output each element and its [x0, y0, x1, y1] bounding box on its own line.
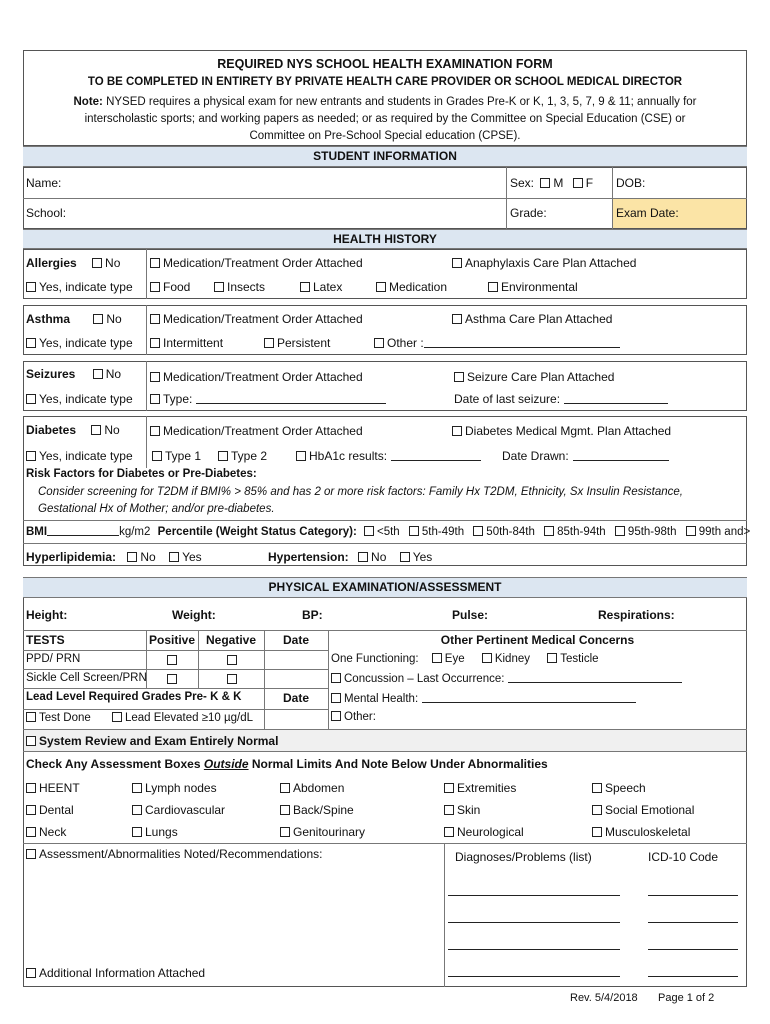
- asthma-med-label: Medication/Treatment Order Attached: [163, 312, 363, 326]
- asthma-yes: [26, 336, 133, 350]
- genito-label: Genitourinary: [293, 825, 366, 839]
- environmental-label: Environmental: [501, 280, 578, 294]
- diabetes-plan-label: Diabetes Medical Mgmt. Plan Attached: [465, 424, 672, 438]
- note-line-3: Committee on Pre-School Special education (CPSE).: [249, 130, 521, 142]
- note-label: Note:: [73, 96, 103, 108]
- seizure-type-label: Type:: [163, 392, 193, 406]
- negative-header: Negative: [205, 633, 257, 647]
- pct-99-checkbox[interactable]: [686, 526, 696, 536]
- social-checkbox[interactable]: [592, 805, 602, 815]
- asthma-plan: [452, 312, 612, 326]
- heent-checkbox[interactable]: [26, 783, 36, 793]
- sys-skin: [444, 803, 480, 817]
- dob-label[interactable]: DOB:: [616, 176, 646, 190]
- kidney-checkbox[interactable]: [482, 653, 492, 663]
- latex-label: Latex: [313, 280, 343, 294]
- hypertension-yes-checkbox[interactable]: [400, 552, 410, 562]
- eye-label: Eye: [444, 653, 465, 665]
- check-outside: Outside: [203, 757, 249, 771]
- pct-50-84-checkbox[interactable]: [473, 526, 483, 536]
- cardio-checkbox[interactable]: [132, 805, 142, 815]
- hyperlipidemia-label: Hyperlipidemia:: [26, 550, 117, 564]
- diabetes-plan: [452, 424, 671, 438]
- hyperlipidemia-row: [26, 550, 202, 564]
- pct-85-94-checkbox[interactable]: [544, 526, 554, 536]
- hypertension-label: Hypertension:: [268, 550, 349, 564]
- diabetes-label: Diabetes: [26, 423, 77, 437]
- allergies-yes-checkbox[interactable]: [26, 282, 36, 292]
- sys-social: [592, 803, 694, 817]
- asthma-med-checkbox[interactable]: [150, 314, 160, 324]
- type1-label: Type 1: [165, 449, 202, 463]
- check-post: Normal Limits And Note Below Under Abnormalities: [248, 757, 548, 771]
- allergy-type-food: [150, 280, 190, 294]
- ppd-positive-checkbox[interactable]: [167, 655, 177, 665]
- exam-heading: PHYSICAL EXAMINATION/ASSESSMENT: [23, 577, 747, 598]
- musculo-label: Musculoskeletal: [605, 825, 691, 839]
- pulse-label[interactable]: Pulse:: [452, 608, 489, 622]
- musculo-checkbox[interactable]: [592, 827, 602, 837]
- hyperlipidemia-yes-label: Yes: [182, 550, 202, 564]
- seizures-label: Seizures: [26, 367, 76, 381]
- diabetes-no-checkbox[interactable]: [91, 425, 101, 435]
- asthma-intermittent: [150, 336, 223, 350]
- insects-label: Insects: [227, 280, 266, 294]
- pct-lt5-checkbox[interactable]: [364, 526, 374, 536]
- diabetes-med-label: Medication/Treatment Order Attached: [163, 424, 363, 438]
- sys-heent: [26, 781, 80, 795]
- asthma-other-checkbox[interactable]: [374, 338, 384, 348]
- seizure-type-line[interactable]: [196, 393, 386, 404]
- lymph-checkbox[interactable]: [132, 783, 142, 793]
- allergies-no-checkbox[interactable]: [92, 258, 102, 268]
- diagnosis-line-3[interactable]: [448, 949, 620, 950]
- hba1c-line[interactable]: [391, 450, 481, 461]
- back-checkbox[interactable]: [280, 805, 290, 815]
- system-review-label: System Review and Exam Entirely Normal: [39, 734, 279, 748]
- lead-date-header: Date: [282, 691, 309, 705]
- anaphylaxis-plan-label: Anaphylaxis Care Plan Attached: [465, 256, 637, 270]
- allergies-med-order: [150, 256, 363, 270]
- additional-info-row: [26, 966, 205, 980]
- sys-neck: [26, 825, 66, 839]
- concussion-line[interactable]: [508, 672, 682, 683]
- icd-header: ICD-10 Code: [648, 850, 719, 864]
- sickle-positive-checkbox[interactable]: [167, 674, 177, 684]
- sys-cardio: [132, 803, 225, 817]
- neck-label: Neck: [39, 825, 67, 839]
- lymph-label: Lymph nodes: [145, 781, 217, 795]
- asthma-other-label: Other :: [387, 336, 424, 350]
- form-title: REQUIRED NYS SCHOOL HEALTH EXAMINATION FORM: [217, 57, 553, 71]
- exam-date-label: Exam Date:: [616, 206, 679, 220]
- asthma-plan-label: Asthma Care Plan Attached: [465, 312, 613, 326]
- pct-95-98-checkbox[interactable]: [615, 526, 625, 536]
- abdomen-checkbox[interactable]: [280, 783, 290, 793]
- sys-back: [280, 803, 354, 817]
- allergy-type-insects: [214, 280, 265, 294]
- icd-line-1[interactable]: [648, 895, 738, 896]
- hypertension-no-checkbox[interactable]: [358, 552, 368, 562]
- tests-header: TESTS: [26, 633, 65, 647]
- test-done-label: Test Done: [39, 712, 91, 724]
- positive-header: Positive: [148, 633, 196, 647]
- allergies-plan: [452, 256, 636, 270]
- allergies-yes: [26, 280, 133, 294]
- system-review-row: [26, 734, 278, 748]
- lead-elevated-checkbox[interactable]: [112, 712, 122, 722]
- page-number: Page 1 of 2: [658, 992, 715, 1004]
- other-checkbox[interactable]: [331, 711, 341, 721]
- health-history-heading: HEALTH HISTORY: [23, 229, 747, 249]
- grade-label[interactable]: Grade:: [510, 206, 547, 220]
- sex-m-checkbox[interactable]: [540, 178, 550, 188]
- note-text-1: NYSED requires a physical exam for new entrants and students in Grades Pre-K or K, 1, 3, 5, 7, 9 & 11; annually for: [106, 96, 697, 108]
- asthma-plan-checkbox[interactable]: [452, 314, 462, 324]
- diabetes-med-order: [150, 424, 363, 438]
- allergies-row: [26, 256, 120, 270]
- asthma-no-checkbox[interactable]: [93, 314, 103, 324]
- diabetes-med-checkbox[interactable]: [150, 426, 160, 436]
- bmi-label: BMI: [26, 526, 48, 538]
- sex-m-label: M: [553, 176, 564, 190]
- eye-checkbox[interactable]: [432, 653, 442, 663]
- hypertension-row: [268, 550, 432, 564]
- pct-85-94-label: 85th-94th: [557, 526, 606, 538]
- sys-dental: [26, 803, 74, 817]
- diabetes-no-label: No: [104, 423, 120, 437]
- medication-label: Medication: [389, 280, 448, 294]
- hyperlipidemia-yes-checkbox[interactable]: [169, 552, 179, 562]
- seizures-no-checkbox[interactable]: [93, 369, 103, 379]
- diagnosis-line-4[interactable]: [448, 976, 620, 977]
- asthma-other-line[interactable]: [424, 337, 620, 348]
- seizures-row: [26, 367, 121, 381]
- dental-label: Dental: [39, 803, 74, 817]
- persistent-label: Persistent: [277, 336, 331, 350]
- seizures-med-label: Medication/Treatment Order Attached: [163, 370, 363, 384]
- neuro-checkbox[interactable]: [444, 827, 454, 837]
- concussion-row: [331, 672, 682, 685]
- asthma-yes-label: Yes, indicate type: [39, 336, 133, 350]
- dental-checkbox[interactable]: [26, 805, 36, 815]
- other-label: Other:: [344, 711, 376, 723]
- testicle-label: Testicle: [560, 653, 599, 665]
- ppd-label: PPD/ PRN: [26, 653, 81, 665]
- diabetes-yes-label: Yes, indicate type: [39, 449, 133, 463]
- insects-checkbox[interactable]: [214, 282, 224, 292]
- persistent-checkbox[interactable]: [264, 338, 274, 348]
- bmi-unit: kg/m2: [119, 526, 151, 538]
- ppd-date-cell[interactable]: [266, 652, 326, 668]
- environmental-checkbox[interactable]: [488, 282, 498, 292]
- percentile-label: Percentile (Weight Status Category):: [157, 526, 357, 538]
- risk-factors-line2: Gestational Hx of Mother; and/or pre-diabetes.: [38, 503, 275, 515]
- seizures-yes-checkbox[interactable]: [26, 394, 36, 404]
- abnormalities-checkbox[interactable]: [26, 849, 36, 859]
- asthma-med-order: [150, 312, 363, 326]
- sickle-negative-checkbox[interactable]: [227, 674, 237, 684]
- date-drawn-line[interactable]: [573, 450, 669, 461]
- pct-5-49-checkbox[interactable]: [409, 526, 419, 536]
- sys-speech: [592, 781, 646, 795]
- allergies-no-label: No: [105, 256, 121, 270]
- lead-level-label: Lead Level Required Grades Pre- K & K: [26, 691, 242, 703]
- extremities-label: Extremities: [457, 781, 517, 795]
- sickle-label: Sickle Cell Screen/PRN: [26, 672, 147, 684]
- diabetes-yes-checkbox[interactable]: [26, 451, 36, 461]
- diabetes-type1: [152, 449, 201, 463]
- weight-label[interactable]: Weight:: [172, 608, 216, 622]
- sys-neuro: [444, 825, 524, 839]
- respirations-label[interactable]: Respirations:: [598, 608, 675, 622]
- sickle-date-cell[interactable]: [266, 671, 326, 687]
- allergy-type-medication: [376, 280, 447, 294]
- medication-checkbox[interactable]: [376, 282, 386, 292]
- other-concerns-header: Other Pertinent Medical Concerns: [440, 633, 635, 647]
- social-label: Social Emotional: [605, 803, 695, 817]
- neuro-label: Neurological: [457, 825, 524, 839]
- additional-info-label: Additional Information Attached: [39, 966, 206, 980]
- mental-health-label: Mental Health:: [344, 693, 419, 705]
- sex-f-checkbox[interactable]: [573, 178, 583, 188]
- skin-label: Skin: [457, 803, 481, 817]
- intermittent-checkbox[interactable]: [150, 338, 160, 348]
- risk-factors-title: Risk Factors for Diabetes or Pre-Diabetes:: [26, 468, 257, 480]
- sex-label: Sex:: [510, 176, 535, 190]
- diabetes-row: [26, 423, 120, 437]
- check-assessment-instruction: [26, 757, 548, 771]
- hypertension-no-label: No: [371, 550, 387, 564]
- pct-5-49-label: 5th-49th: [421, 526, 465, 538]
- diagnosis-line-1[interactable]: [448, 895, 620, 896]
- bmi-line[interactable]: [47, 525, 119, 536]
- extremities-checkbox[interactable]: [444, 783, 454, 793]
- seizure-type-checkbox[interactable]: [150, 394, 160, 404]
- asthma-persistent: [264, 336, 330, 350]
- food-checkbox[interactable]: [150, 282, 160, 292]
- diabetes-yes: [26, 449, 133, 463]
- risk-factors-line1: Consider screening for T2DM if BMI% > 85% and has 2 or more risk factors: Family Hx T2DM, Ethnicity, Sx Insulin Resistance,: [38, 486, 683, 498]
- test-done-checkbox[interactable]: [26, 712, 36, 722]
- one-functioning-label: One Functioning:: [331, 653, 419, 665]
- seizure-plan-label: Seizure Care Plan Attached: [467, 370, 615, 384]
- lungs-label: Lungs: [145, 825, 178, 839]
- intermittent-label: Intermittent: [163, 336, 224, 350]
- mental-health-line[interactable]: [422, 692, 636, 703]
- lungs-checkbox[interactable]: [132, 827, 142, 837]
- back-label: Back/Spine: [293, 803, 354, 817]
- abnormalities-textarea[interactable]: [26, 864, 440, 960]
- name-label[interactable]: Name:: [26, 176, 62, 190]
- allergy-type-environmental: [488, 280, 578, 294]
- asthma-row: [26, 312, 122, 326]
- icd-line-3[interactable]: [648, 949, 738, 950]
- abnormalities-row: [26, 847, 322, 861]
- asthma-no-label: No: [106, 312, 122, 326]
- seizures-plan: [454, 370, 614, 384]
- pct-99-label: 99th and>: [698, 526, 751, 538]
- pct-lt5-label: <5th: [376, 526, 400, 538]
- allergies-med-checkbox[interactable]: [150, 258, 160, 268]
- bmi-row: [26, 525, 750, 538]
- student-info-heading: STUDENT INFORMATION: [23, 146, 747, 167]
- check-pre: Check Any Assessment Boxes: [26, 757, 204, 771]
- last-seizure-line[interactable]: [564, 393, 668, 404]
- form-subtitle: TO BE COMPLETED IN ENTIRETY BY PRIVATE HEALTH CARE PROVIDER OR SCHOOL MEDICAL DIRECTOR: [87, 76, 683, 88]
- speech-label: Speech: [605, 781, 646, 795]
- sex-field: [510, 176, 593, 190]
- type1-checkbox[interactable]: [152, 451, 162, 461]
- pct-95-98-label: 95th-98th: [627, 526, 677, 538]
- cardio-label: Cardiovascular: [145, 803, 226, 817]
- diagnoses-header: Diagnoses/Problems (list): [455, 850, 592, 864]
- pct-50-84-label: 50th-84th: [486, 526, 535, 538]
- test-done: [26, 712, 91, 724]
- sys-musculo: [592, 825, 690, 839]
- testicle-checkbox[interactable]: [547, 653, 557, 663]
- note-line-1: [23, 96, 747, 108]
- skin-checkbox[interactable]: [444, 805, 454, 815]
- seizure-type: [150, 392, 386, 406]
- allergies-label: Allergies: [26, 256, 77, 270]
- seizures-yes: [26, 392, 133, 406]
- sys-lymph: [132, 781, 217, 795]
- allergies-med-label: Medication/Treatment Order Attached: [163, 256, 363, 270]
- allergy-type-latex: [300, 280, 342, 294]
- sex-f-label: F: [585, 176, 594, 190]
- icd-line-4[interactable]: [648, 976, 738, 977]
- lead-elevated: [112, 712, 253, 724]
- kidney-label: Kidney: [494, 653, 530, 665]
- seizures-med-order: [150, 370, 363, 384]
- last-seizure: [454, 392, 668, 406]
- asthma-other: [374, 336, 620, 350]
- ppd-negative-checkbox[interactable]: [227, 655, 237, 665]
- diabetes-plan-checkbox[interactable]: [452, 426, 462, 436]
- bp-label[interactable]: BP:: [302, 608, 323, 622]
- sys-abdomen: [280, 781, 344, 795]
- system-review-checkbox[interactable]: [26, 736, 36, 746]
- speech-checkbox[interactable]: [592, 783, 602, 793]
- last-seizure-label: Date of last seizure:: [454, 392, 561, 406]
- allergies-yes-label: Yes, indicate type: [39, 280, 133, 294]
- diabetes-type2: [218, 449, 267, 463]
- icd-line-2[interactable]: [648, 922, 738, 923]
- abdomen-label: Abdomen: [293, 781, 345, 795]
- seizures-no-label: No: [105, 367, 122, 381]
- latex-checkbox[interactable]: [300, 282, 310, 292]
- additional-info-checkbox[interactable]: [26, 968, 36, 978]
- seizures-med-checkbox[interactable]: [150, 372, 160, 382]
- hypertension-yes-label: Yes: [412, 550, 433, 564]
- type2-label: Type 2: [231, 449, 268, 463]
- anaphylaxis-plan-checkbox[interactable]: [452, 258, 462, 268]
- hyperlipidemia-no-label: No: [140, 550, 156, 564]
- type2-checkbox[interactable]: [218, 451, 228, 461]
- genito-checkbox[interactable]: [280, 827, 290, 837]
- date-header: Date: [282, 633, 309, 647]
- diagnosis-line-2[interactable]: [448, 922, 620, 923]
- heent-label: HEENT: [39, 781, 80, 795]
- hba1c-checkbox[interactable]: [296, 451, 306, 461]
- other-row: [331, 711, 376, 723]
- one-functioning-row: [331, 653, 599, 665]
- mental-health-row: [331, 692, 636, 705]
- hyperlipidemia-no-checkbox[interactable]: [127, 552, 137, 562]
- sys-genito: [280, 825, 365, 839]
- concussion-checkbox[interactable]: [331, 673, 341, 683]
- neck-checkbox[interactable]: [26, 827, 36, 837]
- hba1c-label: HbA1c results:: [309, 449, 388, 463]
- date-drawn-label: Date Drawn:: [502, 449, 569, 463]
- sys-extremities: [444, 781, 516, 795]
- food-label: Food: [163, 280, 191, 294]
- sys-lungs: [132, 825, 178, 839]
- lead-elevated-label: Lead Elevated ≥10 µg/dL: [125, 712, 254, 724]
- note-line-2: interscholastic sports; and working papers as needed; or as required by the Committee on Special Education (CSE) or: [84, 113, 686, 125]
- hba1c: [296, 449, 481, 463]
- abnormalities-label: Assessment/Abnormalities Noted/Recommendations:: [39, 847, 323, 861]
- mental-health-checkbox[interactable]: [331, 693, 341, 703]
- revision-label: Rev. 5/4/2018: [570, 992, 638, 1004]
- asthma-yes-checkbox[interactable]: [26, 338, 36, 348]
- date-drawn: [502, 449, 669, 463]
- school-label[interactable]: School:: [26, 206, 67, 220]
- concussion-label: Concussion – Last Occurrence:: [344, 673, 505, 685]
- seizures-yes-label: Yes, indicate type: [39, 392, 133, 406]
- height-label[interactable]: Height:: [26, 608, 68, 622]
- asthma-label: Asthma: [26, 312, 71, 326]
- seizure-plan-checkbox[interactable]: [454, 372, 464, 382]
